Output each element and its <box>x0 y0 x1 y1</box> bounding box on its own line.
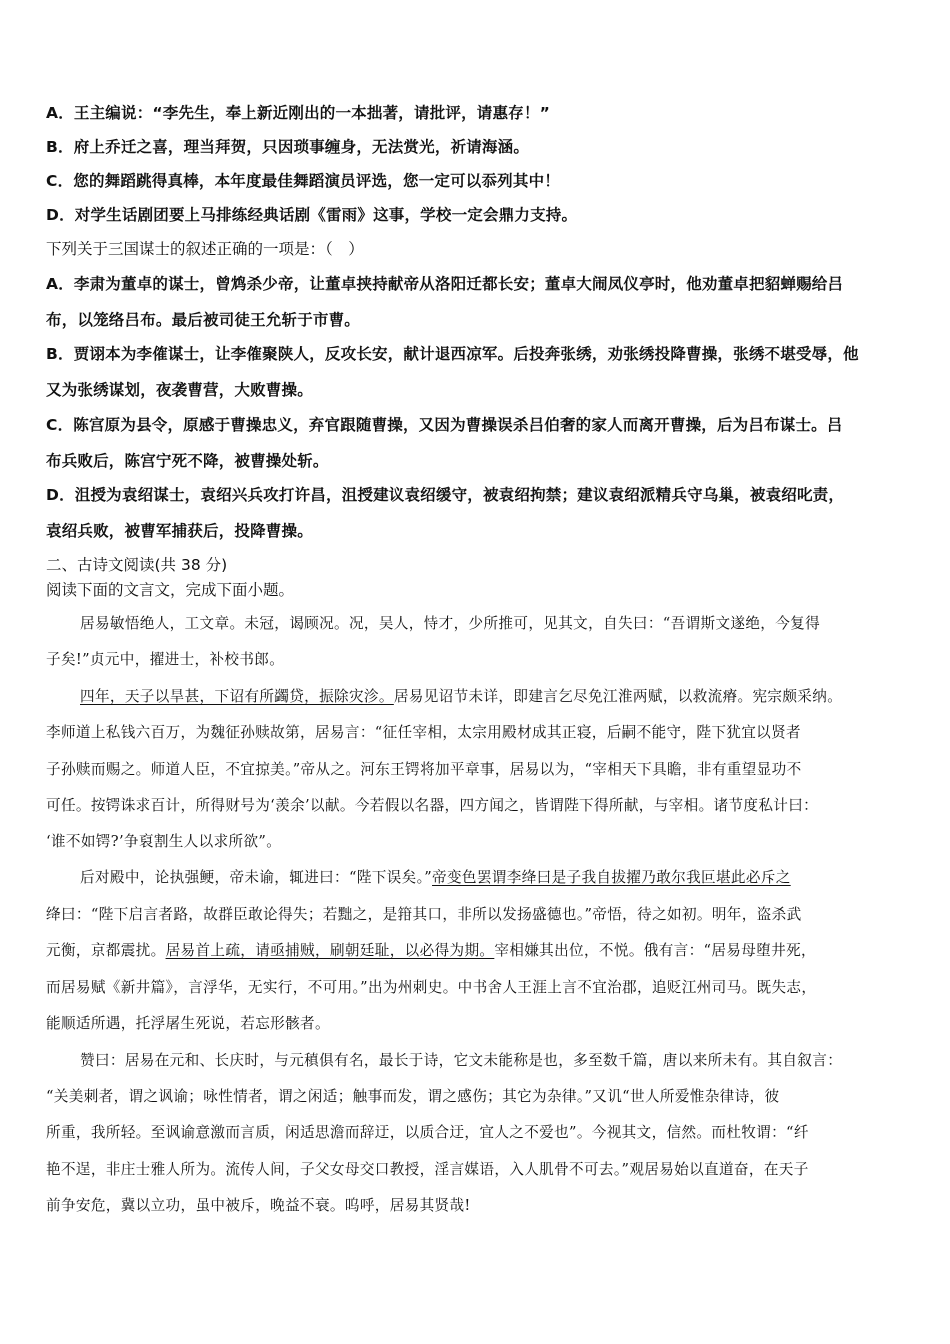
passage-p3-line2: 绛曰：“陛下启言者路，故群臣敢论得失；若黜之，是箝其口，非所以发扬盛德也。”帝悟，待之如初。明年，盗杀武 <box>46 906 802 923</box>
passage-text: 元衡，京都震扰。 <box>46 942 166 959</box>
passage-p2-line5: ‘谁不如锷?’争裒割生人以求所欲”。 <box>46 833 282 850</box>
option-b-q2-line1: B．贾诩本为李傕谋士，让李傕聚陕人，反攻长安，献计退西凉军。后投奔张绣，劝张绣投降曹操，张绣不堪受辱，他 <box>46 345 859 363</box>
passage-p3-line4: 而居易赋《新井篇》，言浮华，无实行，不可用。”出为州刺史。中书舍人王涯上言不宜治郡，追贬江州司马。既失志， <box>46 979 817 996</box>
option-b-q2-line2: 又为张绣谋划，夜袭曹营，大败曹操。 <box>46 381 313 399</box>
passage-p4-line3: 所重，我所轻。至讽谕意激而言质，闲适思澹而辞迂，以质合迂，宜人之不爱也”。今视其文，信然。而杜牧谓：“纤 <box>46 1124 809 1141</box>
passage-p3-line5: 能顺适所遇，托浮屠生死说，若忘形骸者。 <box>46 1015 330 1032</box>
passage-p2-line4: 可任。按锷诛求百计，所得财号为‘羡余’以献。今若假以名器，四方闻之，皆谓陛下得所献，与宰相。诸节度私计曰： <box>46 797 819 814</box>
passage-p4-line2: “关美刺者，谓之讽谕；咏性情者，谓之闲适；触事而发，谓之感伤；其它为杂律。”又讥“世人所爱惟杂律诗，彼 <box>46 1088 780 1105</box>
passage-p2-line1 <box>80 685 908 706</box>
passage-p1-line2: 子矣!”贞元中，擢进士，补校书郎。 <box>46 651 285 668</box>
option-a-q2-line1: A．李肃为董卓的谋士，曾鸩杀少帝，让董卓挟持献帝从洛阳迁都长安；董卓大闹凤仪亭时，他劝董卓把貂蝉赐给吕 <box>46 275 844 293</box>
passage-text: 居易见诏节未详，即建言乞尽免江淮两赋，以救流瘠。宪宗颇采纳。 <box>393 688 843 705</box>
passage-p4-line5: 前争安危，冀以立功，虽中被斥，晚益不衰。呜呼，居易其贤哉! <box>46 1197 471 1214</box>
option-c-q1: C．您的舞蹈跳得真棒，本年度最佳舞蹈演员评选，您一定可以忝列其中！ <box>46 172 560 190</box>
passage-p1-line1: 居易敏悟绝人，工文章。未冠，谒顾况。况，吴人，恃才，少所推可，见其文，自失曰：“吾谓斯文遂绝，今复得 <box>80 615 821 632</box>
option-d-q1: D．对学生话剧团要上马排练经典话剧《雷雨》这事，学校一定会鼎力支持。 <box>46 206 578 224</box>
passage-text: 宰相嫌其出位，不悦。俄有言：“居易母堕井死， <box>494 942 816 959</box>
option-c-q2-line1: C．陈宫原为县令，原感于曹操忠义，弃官跟随曹操，又因为曹操误杀吕伯奢的家人而离开曹操，后为吕布谋士。吕 <box>46 416 843 434</box>
passage-p3-line1 <box>80 866 908 887</box>
passage-p3-line3 <box>46 939 908 960</box>
underlined-sentence-1: 四年，天子以旱甚，下诏有所蠲贷，振除灾沴。 <box>80 688 394 705</box>
option-d-q2-line1: D．沮授为袁绍谋士，袁绍兴兵攻打许昌，沮授建议袁绍缓守，被袁绍拘禁；建议袁绍派精兵守乌巢，被袁绍叱责， <box>46 486 845 504</box>
passage-p4-line4: 艳不逞，非庄士雅人所为。流传人间，子父女母交口教授，淫言媒语，入人肌骨不可去。”观居易始以直道奋，在天子 <box>46 1161 809 1178</box>
section-instruction: 阅读下面的文言文，完成下面小题。 <box>46 581 295 599</box>
underlined-sentence-3: 居易首上疏，请亟捕贼，刷朝廷耻，以必得为期。 <box>165 942 495 959</box>
passage-p2-line3: 子孙赎而赐之。师道人臣，不宜掠美。”帝从之。河东王锷将加平章事，居易以为，“宰相天下具瞻，非有重望显功不 <box>46 761 802 778</box>
passage-p2-line2: 李师道上私钱六百万，为魏征孙赎故第，居易言：“征任宰相，太宗用殿材成其正寝，后嗣不能守，陛下犹宜以贤者 <box>46 724 802 741</box>
option-b-q1: B．府上乔迁之喜，理当拜贺，只因琐事缠身，无法赏光，祈请海涵。 <box>46 138 530 156</box>
option-a-q1: A．王主编说：“李先生，奉上新近刚出的一本拙著，请批评，请惠存！” <box>46 104 550 122</box>
question-2-stem: 下列关于三国谋士的叙述正确的一项是：（ ） <box>46 240 364 258</box>
option-c-q2-line2: 布兵败后，陈宫宁死不降，被曹操处斩。 <box>46 452 329 470</box>
option-a-q2-line2: 布，以笼络吕布。最后被司徒王允斩于市曹。 <box>46 311 361 329</box>
option-d-q2-line2: 袁绍兵败，被曹军捕获后，投降曹操。 <box>46 522 313 540</box>
section-title: 二、古诗文阅读(共 38 分) <box>46 556 228 574</box>
underlined-sentence-2: 帝变色罢谓李绛曰是子我自拔擢乃敢尔我叵堪此必斥之 <box>432 869 791 886</box>
passage-p4-line1: 赞曰：居易在元和、长庆时，与元稹俱有名，最长于诗，它文未能称是也，多至数千篇，唐以来所未有。其自叙言： <box>80 1052 843 1069</box>
passage-text: 后对殿中，论执强鲠，帝未谕，辄进曰：“陛下误矣。” <box>80 869 433 886</box>
